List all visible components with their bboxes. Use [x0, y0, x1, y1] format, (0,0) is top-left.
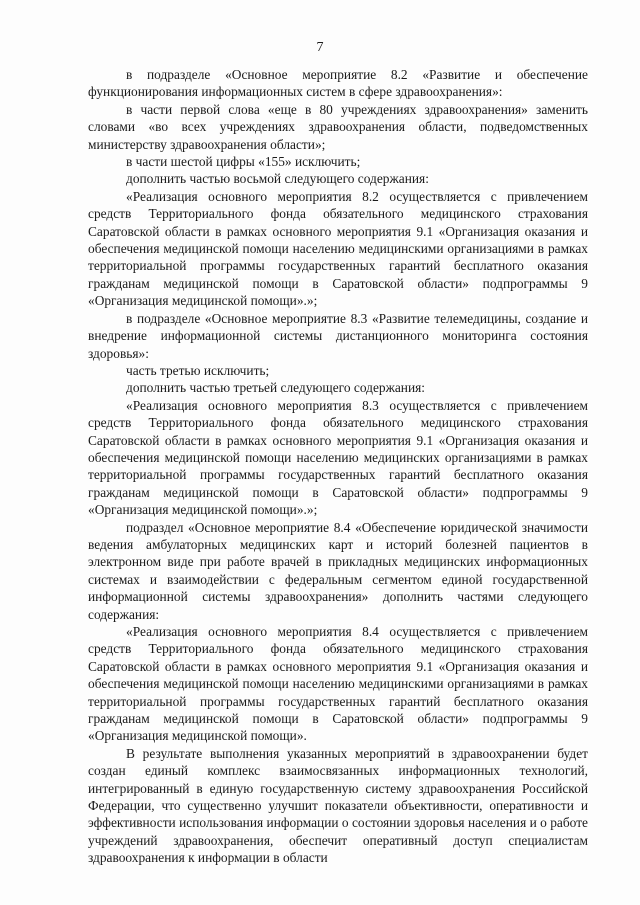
paragraph: подраздел «Основное мероприятие 8.4 «Обеспечение юридической значимости ведения амбулаторных медицинских карт и историй болезней пациентов в электронном виде при работе врачей в прикладных медицинских информационных системах и взаимодействии с федеральным сегментом единой государственной информационной системы здравоохранения» дополнить частями следующего содержания: — [88, 519, 588, 622]
paragraph: «Реализация основного мероприятия 8.2 осуществляется с привлечением средств Территориального фонда обязательного медицинского страхования Саратовской области в рамках основного мероприятия 9.1 «Организация оказания и обеспечения медицинской помощи населению медицинскими организациями в рамках территориальной программы государственных гарантий бесплатного оказания гражданам медицинской помощи в Саратовской области» подпрограммы 9 «Организация медицинской помощи».»; — [88, 188, 588, 309]
paragraph: в части шестой цифры «155» исключить; — [126, 154, 361, 170]
paragraph: В результате выполнения указанных мероприятий в здравоохранении будет создан единый комплекс взаимосвязанных информационных технологий, интегрированный в единую государственную систему здравоохранения Российской Федерации, что существенно улучшит показатели объективности, оперативности и эффективности использования информации о состоянии здоровья населения и о работе учреждений здравоохранения, обеспечит оперативный доступ специалистам здравоохранения к информации в области — [88, 745, 588, 866]
document-body — [88, 66, 588, 867]
paragraph: дополнить частью восьмой следующего содержания: — [126, 171, 429, 187]
paragraph: «Реализация основного мероприятия 8.4 осуществляется с привлечением средств Территориального фонда обязательного медицинского страхования Саратовской области в рамках основного мероприятия 9.1 «Организация оказания и обеспечения медицинской помощи населению медицинскими организациями в рамках территориальной программы государственных гарантий бесплатного оказания гражданам медицинской помощи в Саратовской области» подпрограммы 9 «Организация медицинской помощи». — [88, 624, 588, 744]
paragraph: в подразделе «Основное мероприятие 8.3 «Развитие телемедицины, создание и внедрение информационной системы дистанционного мониторинга состояния здоровья»: — [88, 310, 588, 361]
paragraph: дополнить частью третьей следующего содержания: — [126, 380, 425, 396]
paragraph: часть третью исключить; — [126, 362, 270, 378]
paragraph: в подразделе «Основное мероприятие 8.2 «Развитие и обеспечение функционирования информационных систем в сфере здравоохранения»: — [88, 67, 588, 100]
paragraph: «Реализация основного мероприятия 8.3 осуществляется с привлечением средств Территориального фонда обязательного медицинского страхования Саратовской области в рамках основного мероприятия 9.1 «Организация оказания и обеспечения медицинской помощи населению медицинских организациями в рамках территориальной программы государственных гарантий бесплатного оказания гражданам медицинской помощи в Саратовской области» подпрограммы 9 «Организация медицинской помощи».»; — [88, 397, 588, 518]
paragraph: в части первой слова «еще в 80 учреждениях здравоохранения» заменить словами «во всех учреждениях здравоохранения области, подведомственных министерству здравоохранения области»; — [88, 101, 588, 152]
page-number: 7 — [316, 40, 324, 55]
